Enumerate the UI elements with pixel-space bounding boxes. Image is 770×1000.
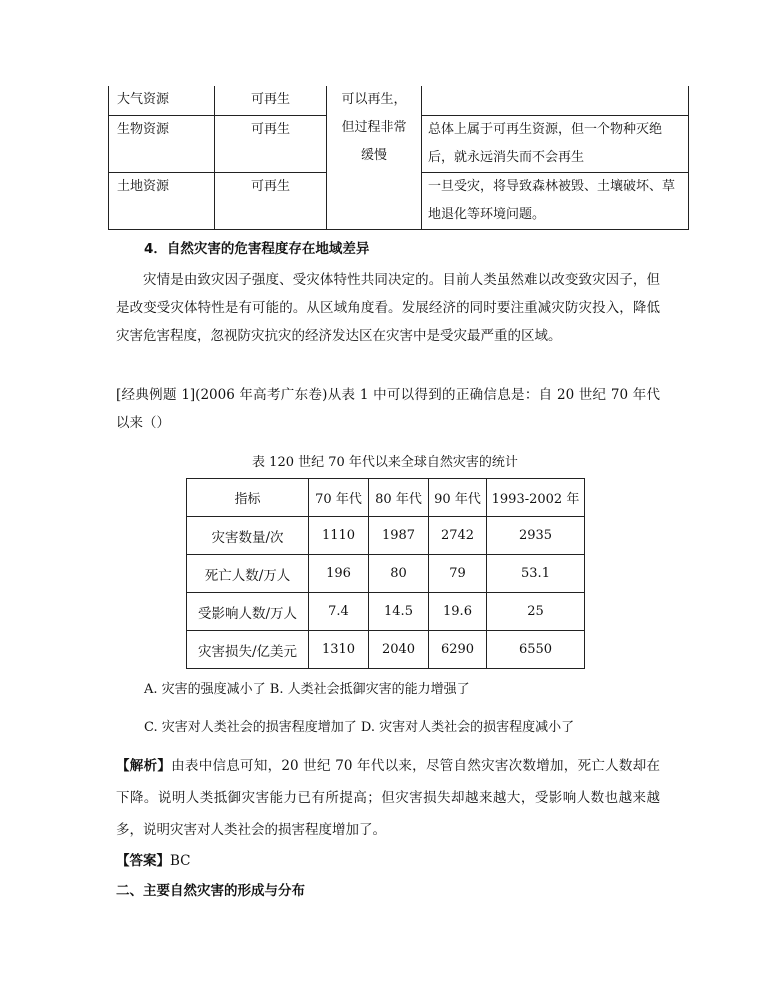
- table-row: [187, 555, 585, 593]
- resource-table: [108, 86, 689, 230]
- section4-heading: 4．自然灾害的危害程度存在地域差异: [144, 241, 370, 257]
- row-label: 灾害损失/亿美元: [187, 631, 309, 669]
- header-cell: 80 年代: [369, 479, 429, 517]
- resource-name: 土地资源: [109, 172, 215, 229]
- cell: 1110: [309, 517, 369, 555]
- cell: 2742: [429, 517, 487, 555]
- resource-name: 生物资源: [109, 115, 215, 172]
- options-line-1: A. 灾害的强度减小了 B. 人类社会抵御灾害的能力增强了: [144, 682, 470, 697]
- cell: 80: [369, 555, 429, 593]
- table-row: [187, 593, 585, 631]
- row-label: 死亡人数/万人: [187, 555, 309, 593]
- section4-paragraph: 灾情是由致灾因子强度、受灾体特性共同决定的。目前人类虽然难以改变致灾因子，但是改变受灾体特性是有可能的。从区域角度看。发展经济的同时要注重减灾防灾投入，降低灾害危害程度，忽视防灾抗灾的经济发达区在灾害中是受灾最严重的区域。: [116, 272, 660, 344]
- resource-type: 可再生: [215, 115, 327, 172]
- options-line-2: C. 灾害对人类社会的损害程度增加了 D. 灾害对人类社会的损害程度减小了: [144, 720, 575, 735]
- resource-type: 可再生: [215, 86, 327, 115]
- cell: 19.6: [429, 593, 487, 631]
- header-cell: 指标: [187, 479, 309, 517]
- analysis: [116, 750, 660, 846]
- answer: [116, 849, 191, 869]
- example-question: [经典例题 1](2006 年高考广东卷)从表 1 中可以得到的正确信息是：自 20 世纪 70 年代以来（）: [116, 387, 660, 431]
- resource-name: 大气资源: [109, 86, 215, 115]
- answer-value: BC: [170, 853, 191, 869]
- cell: 7.4: [309, 593, 369, 631]
- answer-label: 【答案】: [116, 853, 170, 869]
- table-caption: 表 120 世纪 70 年代以来全球自然灾害的统计: [252, 455, 518, 470]
- cell: 25: [487, 593, 585, 631]
- cell: 79: [429, 555, 487, 593]
- cell: 6550: [487, 631, 585, 669]
- table-row: [187, 517, 585, 555]
- table-row: [187, 631, 585, 669]
- disaster-stats-table: [186, 478, 585, 669]
- analysis-label: 【解析】: [116, 758, 172, 774]
- resource-note: 一旦受灾，将导致森林被毁、土壤破坏、草地退化等环境问题。: [422, 172, 689, 229]
- resource-note: [422, 86, 689, 115]
- cell: 2040: [369, 631, 429, 669]
- cell: 1987: [369, 517, 429, 555]
- row-label: 灾害数量/次: [187, 517, 309, 555]
- cell: 1310: [309, 631, 369, 669]
- table-header-row: [187, 479, 585, 517]
- cell: 2935: [487, 517, 585, 555]
- resource-type: 可再生: [215, 172, 327, 229]
- renewal-note-merged: 可以再生， 但过程非常 缓慢: [327, 86, 422, 229]
- header-cell: 70 年代: [309, 479, 369, 517]
- cell: 196: [309, 555, 369, 593]
- header-cell: 90 年代: [429, 479, 487, 517]
- cell: 6290: [429, 631, 487, 669]
- cell: 53.1: [487, 555, 585, 593]
- resource-note: 总体上属于可再生资源，但一个物种灭绝后，就永远消失而不会再生: [422, 115, 689, 172]
- section2-heading: 二、主要自然灾害的形成与分布: [116, 883, 305, 899]
- header-cell: 1993-2002 年: [487, 479, 585, 517]
- row-label: 受影响人数/万人: [187, 593, 309, 631]
- cell: 14.5: [369, 593, 429, 631]
- analysis-text: 由表中信息可知，20 世纪 70 年代以来，尽管自然灾害次数增加，死亡人数却在下降。说明人类抵御灾害能力已有所提高；但灾害损失却越来越大，受影响人数也越来越多，说明灾害对人类社会的损害程度增加了。: [116, 758, 661, 838]
